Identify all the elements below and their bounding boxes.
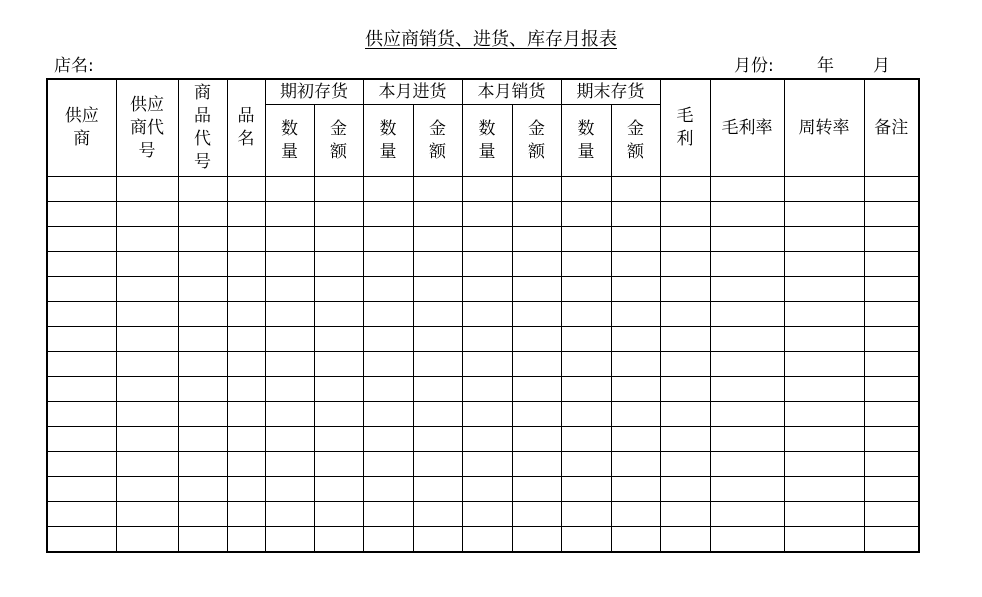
table-cell[interactable] — [116, 252, 178, 277]
table-cell[interactable] — [265, 202, 314, 227]
table-cell[interactable] — [47, 227, 116, 252]
table-cell[interactable] — [660, 177, 710, 202]
table-cell[interactable] — [178, 177, 227, 202]
table-cell[interactable] — [413, 227, 462, 252]
table-cell[interactable] — [178, 477, 227, 502]
table-cell[interactable] — [462, 402, 512, 427]
table-cell[interactable] — [611, 427, 660, 452]
table-cell[interactable] — [227, 402, 265, 427]
table-row — [47, 502, 919, 527]
table-row — [47, 252, 919, 277]
table-cell[interactable] — [178, 252, 227, 277]
table-cell[interactable] — [314, 227, 363, 252]
table-cell[interactable] — [47, 302, 116, 327]
table-cell[interactable] — [784, 302, 864, 327]
table-cell[interactable] — [363, 527, 413, 553]
table-cell[interactable] — [784, 277, 864, 302]
table-cell[interactable] — [47, 252, 116, 277]
table-cell[interactable] — [864, 227, 919, 252]
table-cell[interactable] — [710, 327, 784, 352]
table-cell[interactable] — [462, 427, 512, 452]
table-cell[interactable] — [363, 177, 413, 202]
table-cell[interactable] — [710, 402, 784, 427]
header-product-name: 品名 — [227, 79, 265, 177]
header-gross-margin: 毛利率 — [710, 79, 784, 177]
table-cell[interactable] — [47, 177, 116, 202]
report-title-text: 供应商销货、进货、库存月报表 — [365, 29, 617, 50]
table-row — [47, 302, 919, 327]
table-cell[interactable] — [178, 202, 227, 227]
table-cell[interactable] — [265, 352, 314, 377]
table-cell[interactable] — [611, 452, 660, 477]
table-cell[interactable] — [47, 502, 116, 527]
table-cell[interactable] — [227, 202, 265, 227]
table-cell[interactable] — [178, 377, 227, 402]
table-cell[interactable] — [611, 327, 660, 352]
table-cell[interactable] — [784, 427, 864, 452]
table-cell[interactable] — [561, 402, 611, 427]
table-cell[interactable] — [47, 327, 116, 352]
table-cell[interactable] — [462, 202, 512, 227]
table-cell[interactable] — [178, 427, 227, 452]
table-cell[interactable] — [178, 502, 227, 527]
header-opening-quantity: 数量 — [265, 105, 314, 177]
table-row — [47, 277, 919, 302]
table-cell[interactable] — [561, 527, 611, 553]
table-cell[interactable] — [227, 327, 265, 352]
table-row — [47, 177, 919, 202]
table-cell[interactable] — [660, 352, 710, 377]
table-cell[interactable] — [561, 302, 611, 327]
table-cell[interactable] — [611, 477, 660, 502]
table-cell[interactable] — [611, 352, 660, 377]
header-opening-stock: 期初存货 — [265, 79, 363, 105]
table-cell[interactable] — [227, 177, 265, 202]
header-sales-quantity: 数量 — [462, 105, 512, 177]
table-cell[interactable] — [363, 277, 413, 302]
table-cell[interactable] — [314, 327, 363, 352]
header-gross-profit: 毛利 — [660, 79, 710, 177]
table-cell[interactable] — [784, 527, 864, 553]
table-cell[interactable] — [660, 452, 710, 477]
table-cell[interactable] — [116, 502, 178, 527]
table-cell[interactable] — [784, 477, 864, 502]
table-cell[interactable] — [710, 352, 784, 377]
table-cell[interactable] — [512, 427, 561, 452]
table-cell[interactable] — [512, 402, 561, 427]
table-cell[interactable] — [265, 452, 314, 477]
table-cell[interactable] — [660, 502, 710, 527]
table-cell[interactable] — [462, 177, 512, 202]
table-cell[interactable] — [178, 352, 227, 377]
header-supplier-code: 供应商代号 — [116, 79, 178, 177]
table-cell[interactable] — [660, 277, 710, 302]
table-cell[interactable] — [512, 377, 561, 402]
table-cell[interactable] — [784, 452, 864, 477]
table-cell[interactable] — [462, 352, 512, 377]
table-cell[interactable] — [227, 502, 265, 527]
table-row — [47, 527, 919, 553]
table-cell[interactable] — [864, 527, 919, 553]
table-cell[interactable] — [561, 202, 611, 227]
table-cell[interactable] — [178, 452, 227, 477]
table-cell[interactable] — [363, 252, 413, 277]
table-cell[interactable] — [864, 327, 919, 352]
table-cell[interactable] — [47, 202, 116, 227]
table-cell[interactable] — [660, 327, 710, 352]
table-cell[interactable] — [314, 352, 363, 377]
table-cell[interactable] — [561, 502, 611, 527]
report-table — [46, 78, 920, 553]
table-cell[interactable] — [561, 477, 611, 502]
table-cell[interactable] — [512, 177, 561, 202]
table-cell[interactable] — [864, 202, 919, 227]
table-cell[interactable] — [178, 302, 227, 327]
table-cell[interactable] — [227, 427, 265, 452]
table-row — [47, 327, 919, 352]
table-cell[interactable] — [116, 352, 178, 377]
header-product-code: 商品代号 — [178, 79, 227, 177]
table-cell[interactable] — [462, 502, 512, 527]
table-cell[interactable] — [512, 477, 561, 502]
table-cell[interactable] — [561, 277, 611, 302]
table-cell[interactable] — [314, 527, 363, 553]
table-cell[interactable] — [864, 427, 919, 452]
header-supplier: 供应商 — [47, 79, 116, 177]
table-cell[interactable] — [660, 227, 710, 252]
table-cell[interactable] — [660, 302, 710, 327]
table-cell[interactable] — [47, 527, 116, 553]
table-cell[interactable] — [363, 502, 413, 527]
table-cell[interactable] — [611, 402, 660, 427]
header-turnover-rate: 周转率 — [784, 79, 864, 177]
table-cell[interactable] — [512, 252, 561, 277]
table-cell[interactable] — [462, 227, 512, 252]
table-cell[interactable] — [710, 452, 784, 477]
header-opening-amount: 金额 — [314, 105, 363, 177]
table-cell[interactable] — [265, 177, 314, 202]
table-cell[interactable] — [116, 277, 178, 302]
table-cell[interactable] — [413, 427, 462, 452]
table-cell[interactable] — [462, 277, 512, 302]
table-cell[interactable] — [611, 302, 660, 327]
table-cell[interactable] — [314, 477, 363, 502]
table-cell[interactable] — [660, 427, 710, 452]
table-cell[interactable] — [47, 352, 116, 377]
table-cell[interactable] — [47, 402, 116, 427]
table-cell[interactable] — [784, 177, 864, 202]
table-cell[interactable] — [561, 177, 611, 202]
table-cell[interactable] — [116, 227, 178, 252]
table-cell[interactable] — [47, 377, 116, 402]
table-cell[interactable] — [314, 452, 363, 477]
table-cell[interactable] — [561, 352, 611, 377]
table-cell[interactable] — [611, 527, 660, 553]
table-cell[interactable] — [512, 227, 561, 252]
table-cell[interactable] — [227, 452, 265, 477]
table-cell[interactable] — [265, 502, 314, 527]
table-cell[interactable] — [413, 277, 462, 302]
table-cell[interactable] — [864, 377, 919, 402]
table-cell[interactable] — [116, 327, 178, 352]
table-cell[interactable] — [561, 427, 611, 452]
table-cell[interactable] — [314, 177, 363, 202]
table-cell[interactable] — [265, 477, 314, 502]
table-cell[interactable] — [265, 302, 314, 327]
table-cell[interactable] — [660, 377, 710, 402]
table-cell[interactable] — [314, 302, 363, 327]
header-row-1 — [47, 79, 919, 105]
table-cell[interactable] — [116, 177, 178, 202]
table-cell[interactable] — [47, 452, 116, 477]
table-cell[interactable] — [265, 227, 314, 252]
table-cell[interactable] — [710, 177, 784, 202]
table-cell[interactable] — [363, 302, 413, 327]
table-cell[interactable] — [611, 252, 660, 277]
table-cell[interactable] — [784, 377, 864, 402]
table-cell[interactable] — [864, 277, 919, 302]
table-cell[interactable] — [363, 377, 413, 402]
table-cell[interactable] — [265, 527, 314, 553]
table-cell[interactable] — [710, 252, 784, 277]
table-cell[interactable] — [227, 252, 265, 277]
table-cell[interactable] — [512, 202, 561, 227]
table-cell[interactable] — [47, 277, 116, 302]
table-cell[interactable] — [178, 227, 227, 252]
table-cell[interactable] — [116, 402, 178, 427]
table-cell[interactable] — [178, 527, 227, 553]
table-cell[interactable] — [660, 527, 710, 553]
header-closing-stock: 期末存货 — [561, 79, 660, 105]
report-title — [0, 29, 982, 51]
table-cell[interactable] — [413, 302, 462, 327]
year-unit: 年 — [817, 56, 834, 76]
table-cell[interactable] — [784, 502, 864, 527]
table-cell[interactable] — [413, 252, 462, 277]
table-cell[interactable] — [363, 352, 413, 377]
table-row — [47, 352, 919, 377]
table-cell[interactable] — [227, 527, 265, 553]
table-cell[interactable] — [710, 477, 784, 502]
table-cell[interactable] — [363, 227, 413, 252]
table-cell[interactable] — [512, 302, 561, 327]
table-cell[interactable] — [710, 302, 784, 327]
table-cell[interactable] — [227, 352, 265, 377]
month-unit: 月 — [873, 56, 890, 76]
table-cell[interactable] — [116, 527, 178, 553]
table-cell[interactable] — [710, 502, 784, 527]
table-cell[interactable] — [413, 477, 462, 502]
table-row — [47, 202, 919, 227]
table-cell[interactable] — [512, 452, 561, 477]
table-cell[interactable] — [314, 377, 363, 402]
table-cell[interactable] — [611, 277, 660, 302]
table-row — [47, 227, 919, 252]
table-cell[interactable] — [413, 202, 462, 227]
table-cell[interactable] — [611, 177, 660, 202]
table-cell[interactable] — [784, 402, 864, 427]
table-cell[interactable] — [660, 252, 710, 277]
table-cell[interactable] — [462, 252, 512, 277]
table-cell[interactable] — [512, 277, 561, 302]
table-cell[interactable] — [265, 327, 314, 352]
table-cell[interactable] — [265, 402, 314, 427]
table-cell[interactable] — [710, 377, 784, 402]
table-cell[interactable] — [314, 202, 363, 227]
table-cell[interactable] — [864, 302, 919, 327]
table-cell[interactable] — [363, 402, 413, 427]
table-cell[interactable] — [116, 452, 178, 477]
table-cell[interactable] — [512, 527, 561, 553]
table-cell[interactable] — [611, 227, 660, 252]
table-cell[interactable] — [710, 227, 784, 252]
table-cell[interactable] — [462, 527, 512, 553]
header-monthly-sales: 本月销货 — [462, 79, 561, 105]
table-cell[interactable] — [784, 227, 864, 252]
table-cell[interactable] — [265, 277, 314, 302]
table-cell[interactable] — [462, 452, 512, 477]
table-cell[interactable] — [314, 427, 363, 452]
table-cell[interactable] — [314, 277, 363, 302]
table-cell[interactable] — [611, 377, 660, 402]
table-cell[interactable] — [864, 252, 919, 277]
table-cell[interactable] — [116, 427, 178, 452]
table-cell[interactable] — [561, 227, 611, 252]
table-cell[interactable] — [462, 302, 512, 327]
table-cell[interactable] — [864, 352, 919, 377]
table-cell[interactable] — [784, 252, 864, 277]
table-cell[interactable] — [227, 227, 265, 252]
header-purchase-quantity: 数量 — [363, 105, 413, 177]
table-cell[interactable] — [864, 477, 919, 502]
table-cell[interactable] — [561, 452, 611, 477]
table-cell[interactable] — [314, 502, 363, 527]
table-cell[interactable] — [864, 177, 919, 202]
header-purchase-amount: 金额 — [413, 105, 462, 177]
table-cell[interactable] — [413, 502, 462, 527]
table-cell[interactable] — [710, 202, 784, 227]
table-cell[interactable] — [413, 327, 462, 352]
table-cell[interactable] — [363, 327, 413, 352]
table-cell[interactable] — [363, 202, 413, 227]
table-cell[interactable] — [413, 352, 462, 377]
table-cell[interactable] — [462, 327, 512, 352]
table-cell[interactable] — [47, 477, 116, 502]
table-row — [47, 377, 919, 402]
table-cell[interactable] — [512, 352, 561, 377]
table-cell[interactable] — [561, 327, 611, 352]
table-cell[interactable] — [363, 477, 413, 502]
table-cell[interactable] — [611, 502, 660, 527]
table-cell[interactable] — [611, 202, 660, 227]
table-cell[interactable] — [265, 427, 314, 452]
table-row — [47, 452, 919, 477]
table-cell[interactable] — [462, 477, 512, 502]
table-cell[interactable] — [116, 202, 178, 227]
table-cell[interactable] — [178, 327, 227, 352]
table-cell[interactable] — [660, 402, 710, 427]
table-cell[interactable] — [116, 377, 178, 402]
header-remarks: 备注 — [864, 79, 919, 177]
table-cell[interactable] — [561, 377, 611, 402]
table-cell[interactable] — [116, 302, 178, 327]
table-cell[interactable] — [47, 427, 116, 452]
table-cell[interactable] — [710, 277, 784, 302]
table-cell[interactable] — [413, 402, 462, 427]
table-cell[interactable] — [178, 277, 227, 302]
table-cell[interactable] — [413, 452, 462, 477]
table-cell[interactable] — [227, 477, 265, 502]
table-cell[interactable] — [784, 352, 864, 377]
table-cell[interactable] — [561, 252, 611, 277]
table-cell[interactable] — [227, 377, 265, 402]
table-cell[interactable] — [710, 527, 784, 553]
table-cell[interactable] — [116, 477, 178, 502]
table-cell[interactable] — [265, 252, 314, 277]
table-cell[interactable] — [784, 202, 864, 227]
table-cell[interactable] — [363, 452, 413, 477]
header-closing-quantity: 数量 — [561, 105, 611, 177]
table-row — [47, 427, 919, 452]
table-cell[interactable] — [512, 327, 561, 352]
store-name-label: 店名: — [54, 56, 94, 76]
table-cell[interactable] — [413, 527, 462, 553]
table-cell[interactable] — [462, 377, 512, 402]
table-cell[interactable] — [314, 252, 363, 277]
table-cell[interactable] — [864, 402, 919, 427]
table-cell[interactable] — [413, 177, 462, 202]
table-cell[interactable] — [512, 502, 561, 527]
table-cell[interactable] — [660, 202, 710, 227]
table-cell[interactable] — [314, 402, 363, 427]
table-row — [47, 402, 919, 427]
table-cell[interactable] — [227, 277, 265, 302]
header-closing-amount: 金额 — [611, 105, 660, 177]
table-cell[interactable] — [864, 502, 919, 527]
table-cell[interactable] — [710, 427, 784, 452]
table-cell[interactable] — [413, 377, 462, 402]
table-cell[interactable] — [265, 377, 314, 402]
table-cell[interactable] — [363, 427, 413, 452]
table-cell[interactable] — [864, 452, 919, 477]
table-row — [47, 477, 919, 502]
table-cell[interactable] — [178, 402, 227, 427]
table-cell[interactable] — [227, 302, 265, 327]
table-cell[interactable] — [660, 477, 710, 502]
header-sales-amount: 金额 — [512, 105, 561, 177]
month-label: 月份: — [734, 56, 774, 76]
table-cell[interactable] — [784, 327, 864, 352]
header-monthly-purchase: 本月进货 — [363, 79, 462, 105]
